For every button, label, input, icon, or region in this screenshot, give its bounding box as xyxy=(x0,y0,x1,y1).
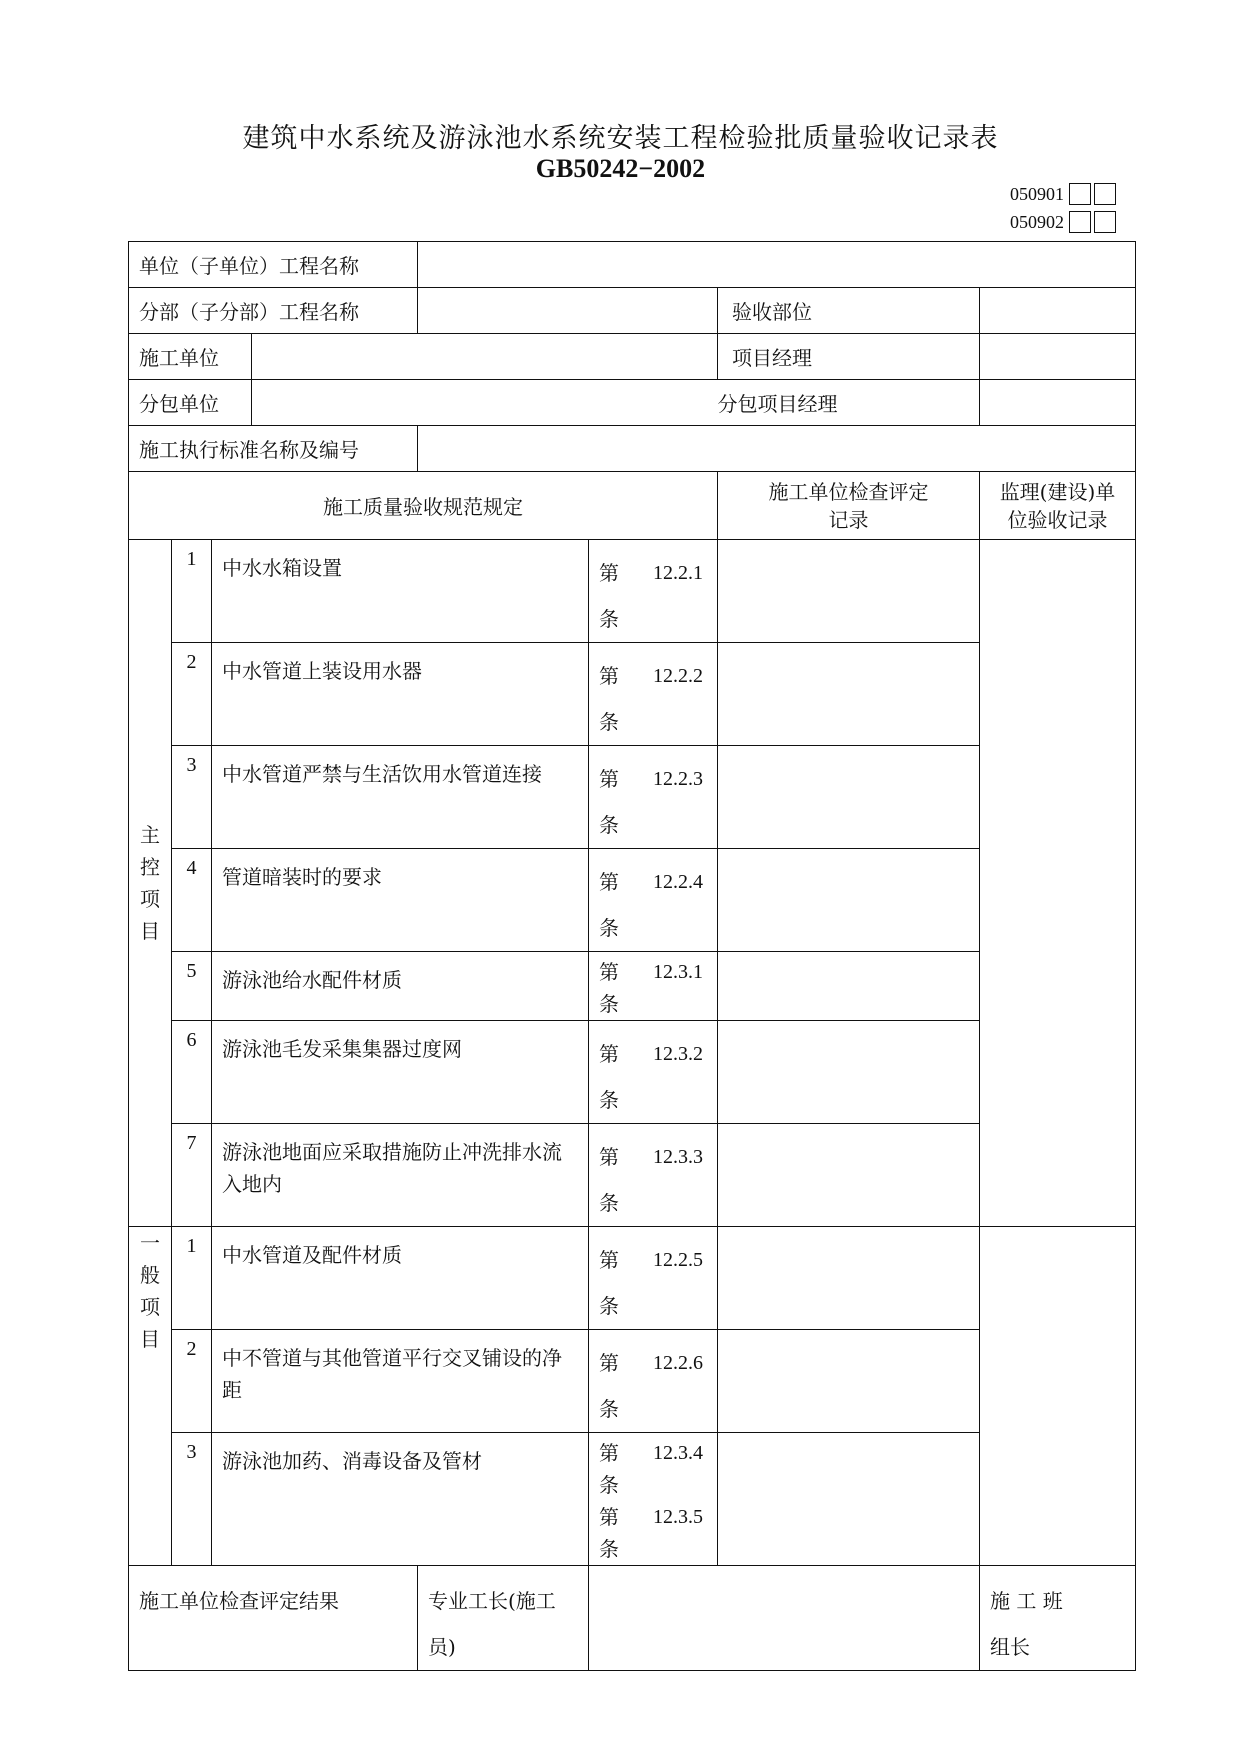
foreman-signature-field[interactable] xyxy=(589,1566,980,1671)
clause-prefix: 第 xyxy=(599,664,619,688)
clause-ref xyxy=(589,1021,718,1124)
contractor-record-cell[interactable] xyxy=(718,1021,980,1124)
clause-number: 12.3.1 xyxy=(653,961,703,983)
item-number: 5 xyxy=(172,952,212,1021)
clause-suffix: 条 xyxy=(599,916,619,940)
item-text: 中水管道严禁与生活饮用水管道连接 xyxy=(212,746,589,849)
contractor-record-cell[interactable] xyxy=(718,1433,980,1566)
clause-number: 12.3.2 xyxy=(653,1043,703,1065)
clause-suffix: 条 xyxy=(599,1294,619,1318)
main-control-label xyxy=(129,540,172,1227)
label-project-manager: 项目经理 xyxy=(718,334,980,380)
clause-ref xyxy=(589,540,718,643)
footer-row xyxy=(129,1566,1136,1671)
item-text: 中不管道与其他管道平行交叉铺设的净距 xyxy=(212,1330,589,1433)
clause-ref xyxy=(589,746,718,849)
clause-number: 12.2.4 xyxy=(653,871,703,893)
clause-number: 12.2.5 xyxy=(653,1249,703,1271)
clause-number: 12.2.2 xyxy=(653,665,703,687)
foreman-label: 专业工长(施工员) xyxy=(418,1566,589,1671)
item-text: 中水管道上装设用水器 xyxy=(212,643,589,746)
field-construction-unit[interactable] xyxy=(252,334,718,380)
item-number: 2 xyxy=(172,643,212,746)
column-header-row xyxy=(129,472,1136,540)
clause-suffix: 条 xyxy=(599,1088,619,1112)
clause-prefix: 第 xyxy=(599,870,619,894)
field-subcontract-manager[interactable] xyxy=(980,380,1136,426)
item-text: 游泳池加药、消毒设备及管材 xyxy=(212,1433,589,1566)
table-row xyxy=(129,540,1136,643)
clause-ref xyxy=(589,952,718,1021)
item-number: 7 xyxy=(172,1124,212,1227)
label-standard-name: 施工执行标准名称及编号 xyxy=(129,426,418,472)
code-box[interactable] xyxy=(1069,211,1091,233)
clause-number: 12.2.1 xyxy=(653,562,703,584)
item-number: 1 xyxy=(172,540,212,643)
item-number: 3 xyxy=(172,746,212,849)
contractor-record-cell[interactable] xyxy=(718,1227,980,1330)
standard-code: GB50242−2002 xyxy=(535,154,706,183)
clause-suffix: 条 xyxy=(599,1537,619,1561)
item-number: 4 xyxy=(172,849,212,952)
label-sub-project: 分部（子分部）工程名称 xyxy=(129,288,418,334)
row-sub-project xyxy=(129,288,1136,334)
contractor-record-cell[interactable] xyxy=(718,952,980,1021)
contractor-record-cell[interactable] xyxy=(718,1330,980,1433)
clause-ref xyxy=(589,1124,718,1227)
clause-number: 12.3.4 xyxy=(653,1442,703,1464)
col-header-supervisor xyxy=(980,472,1136,540)
general-items-label-char: 般 xyxy=(140,1263,160,1287)
code-row-2 xyxy=(1010,210,1116,234)
team-leader-label-line-2: 组长 xyxy=(990,1635,1030,1659)
clause-prefix: 第 xyxy=(599,561,619,585)
field-unit-project[interactable] xyxy=(418,242,1136,288)
main-control-label-char: 目 xyxy=(140,919,160,943)
clause-suffix: 条 xyxy=(599,992,619,1016)
clause-number: 12.3.5 xyxy=(653,1506,703,1528)
clause-suffix: 条 xyxy=(599,813,619,837)
row-subcontract-unit xyxy=(129,380,1136,426)
field-sub-project[interactable] xyxy=(418,288,718,334)
clause-suffix: 条 xyxy=(599,1473,619,1497)
item-number: 2 xyxy=(172,1330,212,1433)
col-header-supervisor-line-1: 监理(建设)单 xyxy=(999,479,1116,504)
clause-number: 12.2.6 xyxy=(653,1352,703,1374)
general-items-label-char: 一 xyxy=(140,1231,160,1255)
clause-number: 12.3.3 xyxy=(653,1146,703,1168)
row-construction-unit xyxy=(129,334,1136,380)
supervisor-record-cell[interactable] xyxy=(980,1227,1136,1566)
code-box[interactable] xyxy=(1094,211,1116,233)
clause-prefix: 第 xyxy=(599,960,619,984)
page-title: 建筑中水系统及游泳池水系统安装工程检验批质量验收记录表 xyxy=(242,123,999,154)
clause-prefix: 第 xyxy=(599,767,619,791)
row-unit-project xyxy=(129,242,1136,288)
contractor-record-cell[interactable] xyxy=(718,746,980,849)
col-header-contractor-line-1: 施工单位检查评定 xyxy=(768,479,929,504)
label-acceptance-part: 验收部位 xyxy=(718,288,980,334)
clause-suffix: 条 xyxy=(599,607,619,631)
clause-prefix: 第 xyxy=(599,1145,619,1169)
general-items-label-char: 项 xyxy=(140,1295,160,1319)
clause-ref xyxy=(589,1433,718,1566)
main-control-label-char: 主 xyxy=(140,823,160,847)
item-text: 中水水箱设置 xyxy=(212,540,589,643)
field-standard-name[interactable] xyxy=(418,426,1136,472)
field-project-manager[interactable] xyxy=(980,334,1136,380)
clause-prefix: 第 xyxy=(599,1351,619,1375)
col-header-contractor-line-2: 记录 xyxy=(828,507,869,532)
label-subcontract-manager: 分包项目经理 xyxy=(718,380,980,426)
clause-suffix: 条 xyxy=(599,1191,619,1215)
team-leader-label xyxy=(980,1566,1136,1671)
label-unit-project: 单位（子单位）工程名称 xyxy=(129,242,418,288)
item-text: 游泳池地面应采取措施防止冲洗排水流入地内 xyxy=(212,1124,589,1227)
label-construction-unit: 施工单位 xyxy=(129,334,252,380)
item-number: 3 xyxy=(172,1433,212,1566)
code-text: 050901 xyxy=(1010,183,1064,204)
clause-prefix: 第 xyxy=(599,1441,619,1465)
clause-number: 12.2.3 xyxy=(653,768,703,790)
code-box[interactable] xyxy=(1069,183,1091,205)
clause-ref xyxy=(589,1227,718,1330)
field-acceptance-part[interactable] xyxy=(980,288,1136,334)
item-text: 中水管道及配件材质 xyxy=(212,1227,589,1330)
item-text: 游泳池给水配件材质 xyxy=(212,952,589,1021)
contractor-record-cell[interactable] xyxy=(718,1124,980,1227)
code-box[interactable] xyxy=(1094,183,1116,205)
contractor-record-cell[interactable] xyxy=(718,849,980,952)
clause-ref xyxy=(589,643,718,746)
clause-prefix: 第 xyxy=(599,1505,619,1529)
label-subcontract-unit: 分包单位 xyxy=(129,380,252,426)
clause-ref xyxy=(589,1330,718,1433)
item-number: 1 xyxy=(172,1227,212,1330)
col-header-contractor xyxy=(718,472,980,540)
team-leader-label-line-1: 施 工 班 xyxy=(990,1589,1063,1613)
table-row xyxy=(129,1227,1136,1330)
row-standard-name xyxy=(129,426,1136,472)
col-header-supervisor-line-2: 位验收记录 xyxy=(1007,507,1108,532)
clause-ref xyxy=(589,849,718,952)
code-row-1 xyxy=(1010,182,1116,206)
clause-prefix: 第 xyxy=(599,1042,619,1066)
contractor-record-cell[interactable] xyxy=(718,540,980,643)
main-control-label-char: 项 xyxy=(140,887,160,911)
item-text: 游泳池毛发采集集器过度网 xyxy=(212,1021,589,1124)
item-number: 6 xyxy=(172,1021,212,1124)
general-items-label-char: 目 xyxy=(140,1327,160,1351)
clause-suffix: 条 xyxy=(599,710,619,734)
supervisor-record-cell[interactable] xyxy=(980,540,1136,1227)
inspection-form xyxy=(128,241,1136,1671)
col-header-spec: 施工质量验收规范规定 xyxy=(129,472,718,540)
result-label: 施工单位检查评定结果 xyxy=(129,1566,418,1671)
clause-suffix: 条 xyxy=(599,1397,619,1421)
main-control-label-char: 控 xyxy=(140,855,160,879)
item-text: 管道暗装时的要求 xyxy=(212,849,589,952)
contractor-record-cell[interactable] xyxy=(718,643,980,746)
field-subcontract-unit[interactable] xyxy=(252,380,718,426)
clause-prefix: 第 xyxy=(599,1248,619,1272)
general-items-label xyxy=(129,1227,172,1566)
code-text: 050902 xyxy=(1010,211,1064,232)
